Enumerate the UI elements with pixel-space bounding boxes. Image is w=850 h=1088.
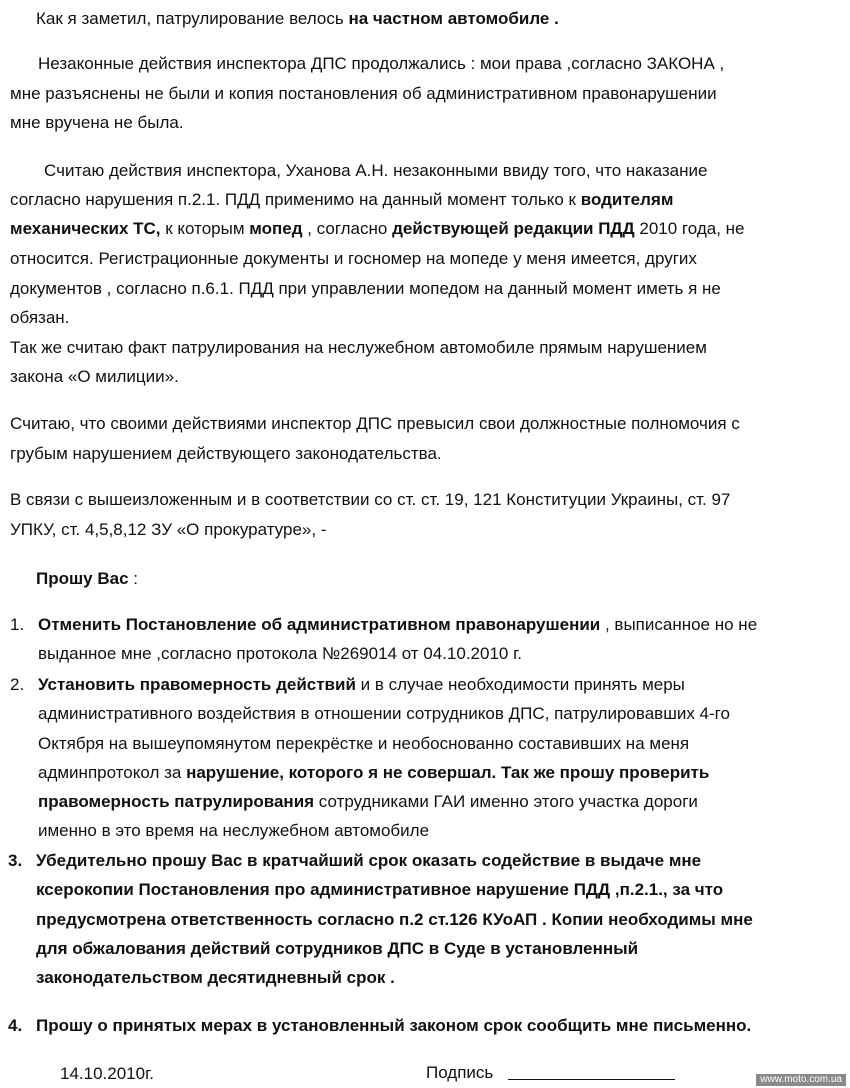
- paragraph-inspector-line: Считаю действия инспектора, Уханова А.Н. незаконными ввиду того, что наказание: [44, 161, 708, 180]
- request-item-line: Октября на вышеупомянутом перекрёстке и необоснованно составивших на меня: [38, 734, 690, 753]
- request-item-number: 1.: [10, 615, 25, 634]
- paragraph-inspector-line: согласно нарушения п.2.1. ПДД применимо на данный момент только к водителям: [10, 190, 674, 209]
- paragraph-rights-line: мне вручена не была.: [10, 113, 184, 132]
- request-item-line: Установить правомерность действий и в случае необходимости принять меры: [38, 675, 685, 694]
- request-item-line: Отменить Постановление об административном правонарушении , выписанное но не: [38, 615, 758, 634]
- paragraph-legal-basis-line: В связи с вышеизложенным и в соответствии со ст. ст. 19, 121 Конституции Украины, ст. 97: [10, 490, 731, 509]
- paragraph-inspector-line: документов , согласно п.6.1. ПДД при управлении мопедом на данный момент иметь я не: [10, 279, 721, 298]
- paragraph-inspector-line: Так же считаю факт патрулирования на неслужебном автомобиле прямым нарушением: [10, 338, 707, 357]
- request-item-line: правомерность патрулирования сотрудниками ГАИ именно этого участка дороги: [38, 792, 698, 811]
- paragraph-authority-line: грубым нарушением действующего законодательства.: [10, 444, 442, 463]
- request-item-line: Убедительно прошу Вас в кратчайший срок оказать содействие в выдаче мне: [36, 851, 702, 870]
- paragraph-patrol: Как я заметил, патрулирование велось на частном автомобиле .: [36, 9, 559, 28]
- paragraph-inspector-line: механических ТС, к которым мопед , согласно действующей редакции ПДД 2010 года, не: [10, 219, 745, 238]
- request-item-line: Прошу о принятых мерах в установленный законом срок сообщить мне письменно.: [36, 1016, 752, 1035]
- paragraph-rights-line: мне разъяснены не были и копия постановления об административном правонарушении: [10, 84, 717, 103]
- paragraph-inspector-line: закона «О милиции».: [10, 367, 179, 386]
- request-item-line: для обжалования действий сотрудников ДПС в Суде в установленный: [36, 939, 639, 958]
- request-item-line: предусмотрена ответственность согласно п.2 ст.126 КУоАП . Копии необходимы мне: [36, 910, 753, 929]
- paragraph-authority-line: Считаю, что своими действиями инспектор ДПС превысил свои должностные полномочия с: [10, 414, 740, 433]
- request-item-line: административного воздействия в отношении сотрудников ДПС, патрулировавших 4-го: [38, 704, 730, 723]
- request-item-number: 2.: [10, 675, 25, 694]
- request-item-line: именно в это время на неслужебном автомобиле: [38, 821, 430, 840]
- watermark: www.moto.com.ua: [756, 1074, 846, 1086]
- request-item-line: админпротокол за нарушение, которого я не совершал. Так же прошу проверить: [38, 763, 710, 782]
- paragraph-rights-line: Незаконные действия инспектора ДПС продолжались : мои права ,согласно ЗАКОНА ,: [38, 54, 725, 73]
- request-item-line: ксерокопии Постановления про административное нарушение ПДД ,п.2.1., за что: [36, 880, 724, 899]
- paragraph-inspector-line: обязан.: [10, 308, 70, 327]
- signature-line: [508, 1079, 675, 1080]
- request-item-number: 3.: [8, 851, 23, 870]
- paragraph-legal-basis-line: УПКУ, ст. 4,5,8,12 ЗУ «О прокуратуре», -: [10, 520, 327, 539]
- signature-label: Подпись: [426, 1063, 494, 1082]
- request-heading: Прошу Вас :: [36, 569, 138, 588]
- paragraph-inspector-line: относится. Регистрационные документы и госномер на мопеде у меня имеется, других: [10, 249, 697, 268]
- request-item-number: 4.: [8, 1016, 23, 1035]
- document-date: 14.10.2010г.: [60, 1064, 154, 1083]
- request-item-line: законодательством десятидневный срок .: [36, 968, 395, 987]
- request-item-line: выданное мне ,согласно протокола №269014 от 04.10.2010 г.: [38, 644, 522, 663]
